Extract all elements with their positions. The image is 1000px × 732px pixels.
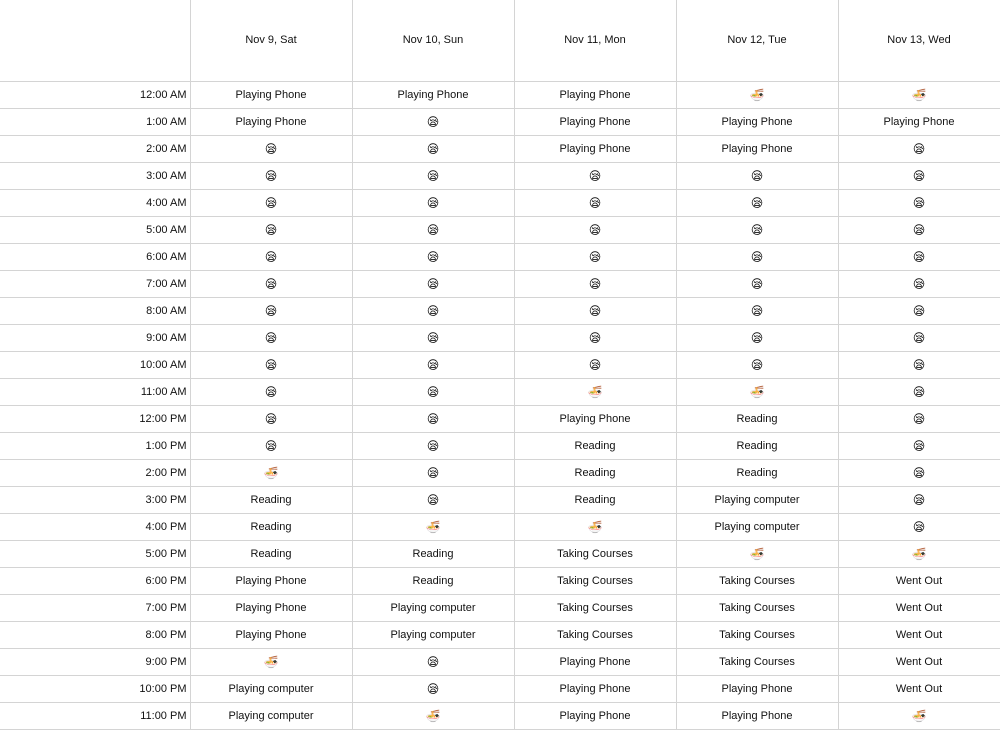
table-cell[interactable]: Playing Phone	[514, 676, 676, 703]
table-row	[0, 298, 1000, 325]
table-cell[interactable]	[514, 244, 676, 271]
time-cell[interactable]: 6:00 PM	[0, 568, 190, 595]
table-row	[0, 271, 1000, 298]
table-cell[interactable]	[838, 271, 1000, 298]
tired-face-icon: 😪	[588, 330, 602, 345]
tired-face-icon: 😪	[264, 249, 278, 264]
table-cell[interactable]: Playing computer	[352, 622, 514, 649]
table-cell[interactable]	[190, 406, 352, 433]
table-cell[interactable]	[838, 136, 1000, 163]
table-cell[interactable]: Taking Courses	[514, 622, 676, 649]
time-cell[interactable]: 8:00 AM	[0, 298, 190, 325]
time-cell[interactable]: 4:00 AM	[0, 190, 190, 217]
time-cell[interactable]: 1:00 AM	[0, 109, 190, 136]
time-cell[interactable]: 6:00 AM	[0, 244, 190, 271]
table-cell[interactable]	[514, 325, 676, 352]
table-cell[interactable]	[676, 190, 838, 217]
tired-face-icon: 😪	[426, 141, 440, 156]
table-row	[0, 406, 1000, 433]
table-cell[interactable]	[352, 379, 514, 406]
table-cell[interactable]: Reading	[676, 406, 838, 433]
tired-face-icon: 😪	[750, 303, 764, 318]
table-row	[0, 352, 1000, 379]
time-cell[interactable]: 3:00 AM	[0, 163, 190, 190]
header-row	[0, 0, 1000, 82]
table-cell[interactable]: Went Out	[838, 595, 1000, 622]
table-cell[interactable]: Playing Phone	[514, 109, 676, 136]
table-cell[interactable]	[514, 217, 676, 244]
column-header-nov-9[interactable]: Nov 9, Sat	[190, 0, 352, 82]
tired-face-icon: 😪	[264, 411, 278, 426]
table-cell[interactable]	[352, 109, 514, 136]
table-cell[interactable]	[676, 352, 838, 379]
noodle-bowl-icon: 🍜	[587, 384, 603, 399]
time-cell[interactable]: 8:00 PM	[0, 622, 190, 649]
tired-face-icon: 😪	[750, 168, 764, 183]
tired-face-icon: 😪	[750, 357, 764, 372]
tired-face-icon: 😪	[426, 249, 440, 264]
column-header-nov-10[interactable]: Nov 10, Sun	[352, 0, 514, 82]
column-header-nov-12[interactable]: Nov 12, Tue	[676, 0, 838, 82]
tired-face-icon: 😪	[264, 438, 278, 453]
table-cell[interactable]	[838, 163, 1000, 190]
table-row	[0, 163, 1000, 190]
time-cell[interactable]: 7:00 PM	[0, 595, 190, 622]
tired-face-icon: 😪	[264, 141, 278, 156]
table-cell[interactable]: Reading	[190, 487, 352, 514]
tired-face-icon: 😪	[426, 438, 440, 453]
tired-face-icon: 😪	[912, 249, 926, 264]
table-cell[interactable]	[190, 217, 352, 244]
table-row	[0, 460, 1000, 487]
table-cell[interactable]: Taking Courses	[514, 595, 676, 622]
table-cell[interactable]: Playing Phone	[838, 109, 1000, 136]
time-cell[interactable]: 3:00 PM	[0, 487, 190, 514]
tired-face-icon: 😪	[426, 276, 440, 291]
table-cell[interactable]	[838, 244, 1000, 271]
table-cell[interactable]: Playing Phone	[676, 703, 838, 730]
tired-face-icon: 😪	[912, 195, 926, 210]
table-cell[interactable]: Playing Phone	[676, 676, 838, 703]
tired-face-icon: 😪	[426, 114, 440, 129]
table-cell[interactable]: Playing Phone	[190, 109, 352, 136]
table-cell[interactable]: Playing Phone	[514, 406, 676, 433]
table-cell[interactable]	[352, 163, 514, 190]
table-cell[interactable]	[838, 352, 1000, 379]
table-cell[interactable]	[352, 676, 514, 703]
table-cell[interactable]	[190, 352, 352, 379]
table-cell[interactable]	[352, 433, 514, 460]
table-row	[0, 622, 1000, 649]
table-cell[interactable]: Playing Phone	[514, 703, 676, 730]
table-cell[interactable]: Playing Phone	[190, 568, 352, 595]
tired-face-icon: 😪	[750, 276, 764, 291]
table-row	[0, 379, 1000, 406]
table-cell[interactable]	[352, 298, 514, 325]
time-cell[interactable]: 9:00 AM	[0, 325, 190, 352]
table-cell[interactable]: Playing Phone	[190, 622, 352, 649]
table-cell[interactable]	[514, 352, 676, 379]
table-cell[interactable]: Playing Phone	[352, 82, 514, 109]
table-cell[interactable]: Went Out	[838, 676, 1000, 703]
tired-face-icon: 😪	[750, 222, 764, 237]
table-cell[interactable]	[676, 244, 838, 271]
tired-face-icon: 😪	[426, 195, 440, 210]
tired-face-icon: 😪	[912, 438, 926, 453]
table-row	[0, 676, 1000, 703]
table-cell[interactable]: Playing Phone	[190, 82, 352, 109]
table-cell[interactable]	[514, 190, 676, 217]
table-cell[interactable]	[190, 244, 352, 271]
tired-face-icon: 😪	[912, 411, 926, 426]
table-cell[interactable]: Playing computer	[676, 487, 838, 514]
time-cell[interactable]: 11:00 PM	[0, 703, 190, 730]
tired-face-icon: 😪	[750, 195, 764, 210]
tired-face-icon: 😪	[588, 195, 602, 210]
table-cell[interactable]: Went Out	[838, 568, 1000, 595]
noodle-bowl-icon: 🍜	[263, 654, 279, 669]
table-cell[interactable]: Playing Phone	[514, 649, 676, 676]
tired-face-icon: 😪	[588, 249, 602, 264]
table-cell[interactable]	[190, 433, 352, 460]
table-cell[interactable]	[838, 703, 1000, 730]
table-cell[interactable]	[838, 460, 1000, 487]
noodle-bowl-icon: 🍜	[749, 546, 765, 561]
table-cell[interactable]	[838, 541, 1000, 568]
table-cell[interactable]: Taking Courses	[514, 568, 676, 595]
table-cell[interactable]: Reading	[352, 541, 514, 568]
table-row	[0, 109, 1000, 136]
table-cell[interactable]: Playing computer	[190, 676, 352, 703]
time-cell[interactable]: 5:00 AM	[0, 217, 190, 244]
tired-face-icon: 😪	[426, 465, 440, 480]
table-cell[interactable]	[676, 163, 838, 190]
table-cell[interactable]: Taking Courses	[676, 595, 838, 622]
tired-face-icon: 😪	[912, 519, 926, 534]
table-cell[interactable]	[514, 379, 676, 406]
table-cell[interactable]: Playing Phone	[514, 136, 676, 163]
tired-face-icon: 😪	[264, 222, 278, 237]
noodle-bowl-icon: 🍜	[911, 546, 927, 561]
table-cell[interactable]	[190, 460, 352, 487]
tired-face-icon: 😪	[588, 303, 602, 318]
noodle-bowl-icon: 🍜	[911, 708, 927, 723]
table-cell[interactable]: Playing computer	[190, 703, 352, 730]
tired-face-icon: 😪	[912, 276, 926, 291]
tired-face-icon: 😪	[264, 168, 278, 183]
table-cell[interactable]	[352, 136, 514, 163]
time-cell[interactable]: 7:00 AM	[0, 271, 190, 298]
table-cell[interactable]	[676, 325, 838, 352]
table-cell[interactable]	[838, 82, 1000, 109]
tired-face-icon: 😪	[750, 249, 764, 264]
tired-face-icon: 😪	[264, 195, 278, 210]
table-row	[0, 703, 1000, 730]
table-row	[0, 649, 1000, 676]
table-cell[interactable]	[352, 352, 514, 379]
tired-face-icon: 😪	[264, 276, 278, 291]
table-cell[interactable]: Playing Phone	[190, 595, 352, 622]
tired-face-icon: 😪	[426, 384, 440, 399]
table-cell[interactable]	[190, 379, 352, 406]
time-cell[interactable]: 10:00 PM	[0, 676, 190, 703]
table-row	[0, 487, 1000, 514]
noodle-bowl-icon: 🍜	[749, 87, 765, 102]
table-cell[interactable]: Reading	[676, 433, 838, 460]
table-cell[interactable]: Went Out	[838, 622, 1000, 649]
time-cell[interactable]: 12:00 AM	[0, 82, 190, 109]
table-cell[interactable]	[352, 406, 514, 433]
table-row	[0, 325, 1000, 352]
table-cell[interactable]	[352, 649, 514, 676]
table-cell[interactable]	[352, 325, 514, 352]
table-cell[interactable]	[190, 325, 352, 352]
tired-face-icon: 😪	[426, 654, 440, 669]
table-cell[interactable]	[676, 541, 838, 568]
table-cell[interactable]: Reading	[352, 568, 514, 595]
table-cell[interactable]	[352, 271, 514, 298]
noodle-bowl-icon: 🍜	[911, 87, 927, 102]
table-row	[0, 136, 1000, 163]
table-cell[interactable]	[838, 487, 1000, 514]
table-cell[interactable]	[838, 217, 1000, 244]
table-cell[interactable]	[514, 514, 676, 541]
table-cell[interactable]: Reading	[676, 460, 838, 487]
table-cell[interactable]	[190, 163, 352, 190]
tired-face-icon: 😪	[588, 276, 602, 291]
table-cell[interactable]	[514, 163, 676, 190]
tired-face-icon: 😪	[588, 168, 602, 183]
corner-cell[interactable]	[0, 0, 190, 82]
tired-face-icon: 😪	[426, 492, 440, 507]
table-cell[interactable]: Playing computer	[676, 514, 838, 541]
table-row	[0, 514, 1000, 541]
table-cell[interactable]	[676, 298, 838, 325]
table-cell[interactable]: Reading	[190, 514, 352, 541]
table-cell[interactable]: Reading	[514, 460, 676, 487]
time-cell[interactable]: 11:00 AM	[0, 379, 190, 406]
tired-face-icon: 😪	[426, 357, 440, 372]
table-cell[interactable]	[838, 298, 1000, 325]
table-cell[interactable]: Went Out	[838, 649, 1000, 676]
noodle-bowl-icon: 🍜	[425, 519, 441, 534]
table-cell[interactable]	[838, 325, 1000, 352]
tired-face-icon: 😪	[912, 141, 926, 156]
table-cell[interactable]: Playing Phone	[676, 109, 838, 136]
tired-face-icon: 😪	[912, 168, 926, 183]
tired-face-icon: 😪	[912, 303, 926, 318]
tired-face-icon: 😪	[426, 168, 440, 183]
table-cell[interactable]	[514, 298, 676, 325]
table-cell[interactable]	[352, 244, 514, 271]
table-cell[interactable]	[838, 190, 1000, 217]
time-cell[interactable]: 12:00 PM	[0, 406, 190, 433]
tired-face-icon: 😪	[912, 330, 926, 345]
tired-face-icon: 😪	[426, 303, 440, 318]
tired-face-icon: 😪	[426, 222, 440, 237]
tired-face-icon: 😪	[426, 411, 440, 426]
table-cell[interactable]: Taking Courses	[676, 622, 838, 649]
table-cell[interactable]: Taking Courses	[514, 541, 676, 568]
table-cell[interactable]: Playing computer	[352, 595, 514, 622]
column-header-nov-11[interactable]: Nov 11, Mon	[514, 0, 676, 82]
tired-face-icon: 😪	[750, 330, 764, 345]
table-row	[0, 82, 1000, 109]
table-cell[interactable]: Reading	[514, 433, 676, 460]
table-cell[interactable]	[190, 298, 352, 325]
table-row	[0, 217, 1000, 244]
time-cell[interactable]: 2:00 AM	[0, 136, 190, 163]
table-cell[interactable]	[838, 514, 1000, 541]
noodle-bowl-icon: 🍜	[749, 384, 765, 399]
tired-face-icon: 😪	[912, 357, 926, 372]
table-cell[interactable]	[190, 271, 352, 298]
tired-face-icon: 😪	[912, 492, 926, 507]
tired-face-icon: 😪	[264, 303, 278, 318]
table-cell[interactable]	[190, 190, 352, 217]
table-cell[interactable]	[352, 514, 514, 541]
table-cell[interactable]	[676, 271, 838, 298]
tired-face-icon: 😪	[264, 384, 278, 399]
table-cell[interactable]: Taking Courses	[676, 649, 838, 676]
time-cell[interactable]: 10:00 AM	[0, 352, 190, 379]
table-cell[interactable]	[352, 217, 514, 244]
noodle-bowl-icon: 🍜	[263, 465, 279, 480]
table-row	[0, 568, 1000, 595]
tired-face-icon: 😪	[264, 330, 278, 345]
tired-face-icon: 😪	[588, 222, 602, 237]
table-cell[interactable]	[352, 487, 514, 514]
table-cell[interactable]: Playing Phone	[676, 136, 838, 163]
table-cell[interactable]	[838, 379, 1000, 406]
tired-face-icon: 😪	[426, 681, 440, 696]
time-cell[interactable]: 1:00 PM	[0, 433, 190, 460]
table-cell[interactable]	[838, 433, 1000, 460]
noodle-bowl-icon: 🍜	[587, 519, 603, 534]
table-cell[interactable]	[676, 217, 838, 244]
table-cell[interactable]	[352, 190, 514, 217]
tired-face-icon: 😪	[426, 330, 440, 345]
time-cell[interactable]: 2:00 PM	[0, 460, 190, 487]
table-cell[interactable]	[190, 649, 352, 676]
tired-face-icon: 😪	[912, 222, 926, 237]
table-cell[interactable]	[352, 703, 514, 730]
noodle-bowl-icon: 🍜	[425, 708, 441, 723]
column-header-nov-13[interactable]: Nov 13, Wed	[838, 0, 1000, 82]
time-cell[interactable]: 9:00 PM	[0, 649, 190, 676]
tired-face-icon: 😪	[588, 357, 602, 372]
table-cell[interactable]: Playing Phone	[514, 82, 676, 109]
table-cell[interactable]	[514, 271, 676, 298]
table-row	[0, 190, 1000, 217]
time-cell[interactable]: 4:00 PM	[0, 514, 190, 541]
table-cell[interactable]	[352, 460, 514, 487]
table-cell[interactable]: Reading	[190, 541, 352, 568]
table-cell[interactable]	[676, 82, 838, 109]
tired-face-icon: 😪	[912, 384, 926, 399]
table-cell[interactable]	[676, 379, 838, 406]
table-row	[0, 541, 1000, 568]
table-row	[0, 244, 1000, 271]
table-cell[interactable]: Reading	[514, 487, 676, 514]
table-cell[interactable]	[838, 406, 1000, 433]
tired-face-icon: 😪	[912, 465, 926, 480]
table-cell[interactable]: Taking Courses	[676, 568, 838, 595]
tired-face-icon: 😪	[264, 357, 278, 372]
table-row	[0, 595, 1000, 622]
time-cell[interactable]: 5:00 PM	[0, 541, 190, 568]
table-cell[interactable]	[190, 136, 352, 163]
table-row	[0, 433, 1000, 460]
